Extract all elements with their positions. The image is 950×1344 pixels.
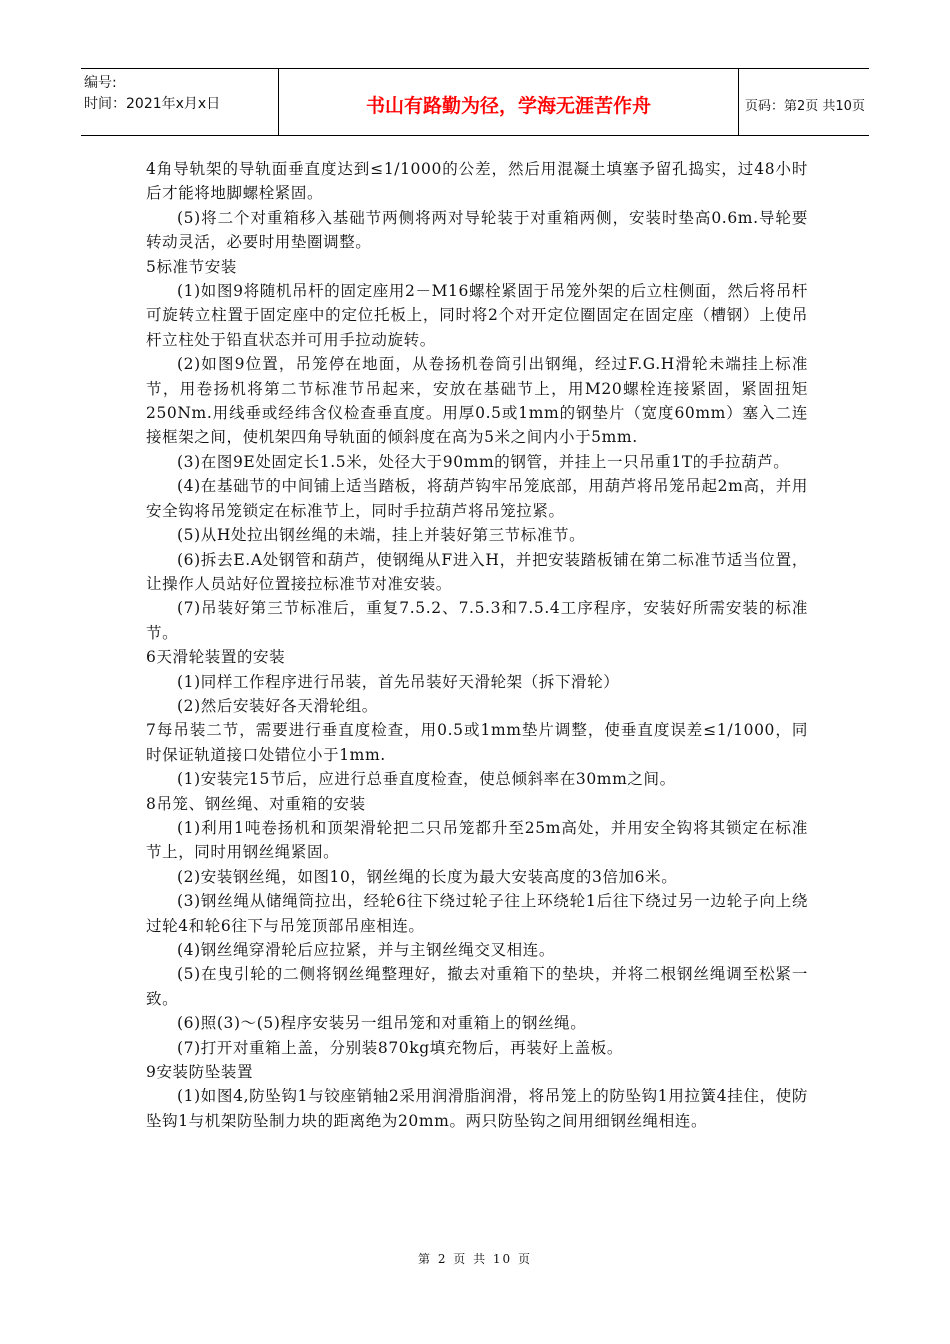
section-paragraph: 5标准节安装 bbox=[146, 257, 237, 276]
body-paragraph: (2)然后安装好各天滑轮组。 bbox=[177, 696, 378, 715]
document-number-label: 编号: bbox=[84, 75, 117, 91]
body-paragraph: (6)拆去E.A处钢管和葫芦，使钢绳从F进入H，并把安装踏板铺在第二标准节适当位置，让操作人员站好位置接拉标准节对准安装。 bbox=[146, 550, 808, 593]
body-paragraph: (2)如图9位置，吊笼停在地面，从卷扬机卷筒引出钢绳，经过F.G.H滑轮未端挂上标准节，用卷扬机将第二节标准节吊起来，安放在基础节上，用M20螺栓连接紧固，紧固扭矩250Nm.用线垂或经纬含仪检查垂直度。用厚0.5或1mm的钢垫片（宽度60mm）塞入二连接框架之间，使机架四角导轨面的倾斜度在高为5米之间内小于5mm. bbox=[146, 355, 808, 447]
document-body bbox=[146, 157, 808, 1133]
body-paragraph: (5)将二个对重箱移入基础节两侧将两对导轮装于对重箱两侧，安装时垫高0.6m.导轮要转动灵活，必要时用垫圈调整。 bbox=[146, 208, 808, 252]
body-paragraph: (4)钢丝绳穿滑轮后应拉紧，并与主钢丝绳交叉相连。 bbox=[177, 941, 555, 959]
body-paragraph: (3)钢丝绳从储绳筒拉出，经轮6往下绕过轮子往上环绕轮1后往下绕过另一边轮子向上绕过轮4和轮6往下与吊笼顶部吊座相连。 bbox=[146, 892, 808, 935]
header-meta-cell bbox=[81, 69, 279, 135]
header-motto: 书山有路勤为径，学海无涯苦作舟 bbox=[365, 95, 651, 117]
body-paragraph: (7)打开对重箱上盖，分别装870kg填充物后，再装好上盖板。 bbox=[177, 1038, 623, 1057]
header-motto-cell bbox=[279, 69, 739, 135]
header-page-cell bbox=[739, 69, 869, 135]
body-paragraph: (1)如图4,防坠钩1与铰座销轴2采用润滑脂润滑，将吊笼上的防坠钩1用拉簧4挂住，使防坠钩1与机架防坠制力块的距离绝为20mm。两只防坠钩之间用细钢丝绳相连。 bbox=[146, 1087, 808, 1130]
body-paragraph: (1)同样工作程序进行吊装，首先吊装好天滑轮架（拆下滑轮） bbox=[177, 672, 620, 691]
body-paragraph: (1)如图9将随机吊杆的固定座用2－M16螺栓紧固于吊笼外架的后立柱侧面，然后将吊杆可旋转立柱置于固定座中的定位托板上，同时将2个对开定位圈固定在固定座（槽钢）上使吊杆立柱处于铅直状态并可用手拉动旋转。 bbox=[146, 282, 808, 349]
body-paragraph: (3)在图9E处固定长1.5米，处径大于90mm的钢管，并挂上一只吊重1T的手拉葫芦。 bbox=[177, 452, 790, 471]
section-paragraph: 9安装防坠装置 bbox=[146, 1063, 254, 1082]
page-header bbox=[81, 68, 869, 136]
section-paragraph: 4角导轨架的导轨面垂直度达到≤1/1000的公差，然后用混凝土填塞予留孔捣实，过48小时后才能将地脚螺栓紧固。 bbox=[146, 160, 808, 203]
body-paragraph: (1)利用1吨卷扬机和顶架滑轮把二只吊笼都升至25m高处，并用安全钩将其锁定在标准节上，同时用钢丝绳紧固。 bbox=[146, 818, 808, 862]
section-paragraph: 7每吊装二节，需要进行垂直度检查，用0.5或1mm垫片调整，使垂直度误差≤1/1000，同时保证轨道接口处错位小于1mm. bbox=[146, 721, 808, 764]
document-date-label: 时间：2021年x月x日 bbox=[84, 96, 221, 112]
body-paragraph: (5)在曳引轮的二侧将钢丝绳整理好，撤去对重箱下的垫块，并将二根钢丝绳调至松紧一致。 bbox=[146, 965, 808, 1008]
section-paragraph: 8吊笼、钢丝绳、对重箱的安装 bbox=[146, 794, 366, 813]
body-paragraph: (7)吊装好第三节标准后，重复7.5.2、7.5.3和7.5.4工序程序，安装好所需安装的标准节。 bbox=[146, 599, 808, 642]
body-paragraph: (6)照(3)～(5)程序安装另一组吊笼和对重箱上的钢丝绳。 bbox=[177, 1014, 587, 1033]
body-paragraph: (2)安装钢丝绳，如图10，钢丝绳的长度为最大安装高度的3倍加6米。 bbox=[177, 867, 678, 886]
page-footer: 第 2 页 共 10 页 bbox=[418, 1252, 532, 1266]
body-paragraph: (5)从H处拉出钢丝绳的未端，挂上并装好第三节标准节。 bbox=[177, 526, 586, 545]
header-page-indicator: 页码：第2页 共10页 bbox=[745, 99, 865, 114]
body-paragraph: (4)在基础节的中间铺上适当踏板，将葫芦钩牢吊笼底部，用葫芦将吊笼吊起2m高，并用安全钩将吊笼锁定在标准节上，同时手拉葫芦将吊笼拉紧。 bbox=[146, 477, 808, 520]
body-paragraph: (1)安装完15节后，应进行总垂直度检查，使总倾斜率在30mm之间。 bbox=[177, 770, 676, 789]
section-paragraph: 6天滑轮装置的安装 bbox=[146, 648, 286, 667]
